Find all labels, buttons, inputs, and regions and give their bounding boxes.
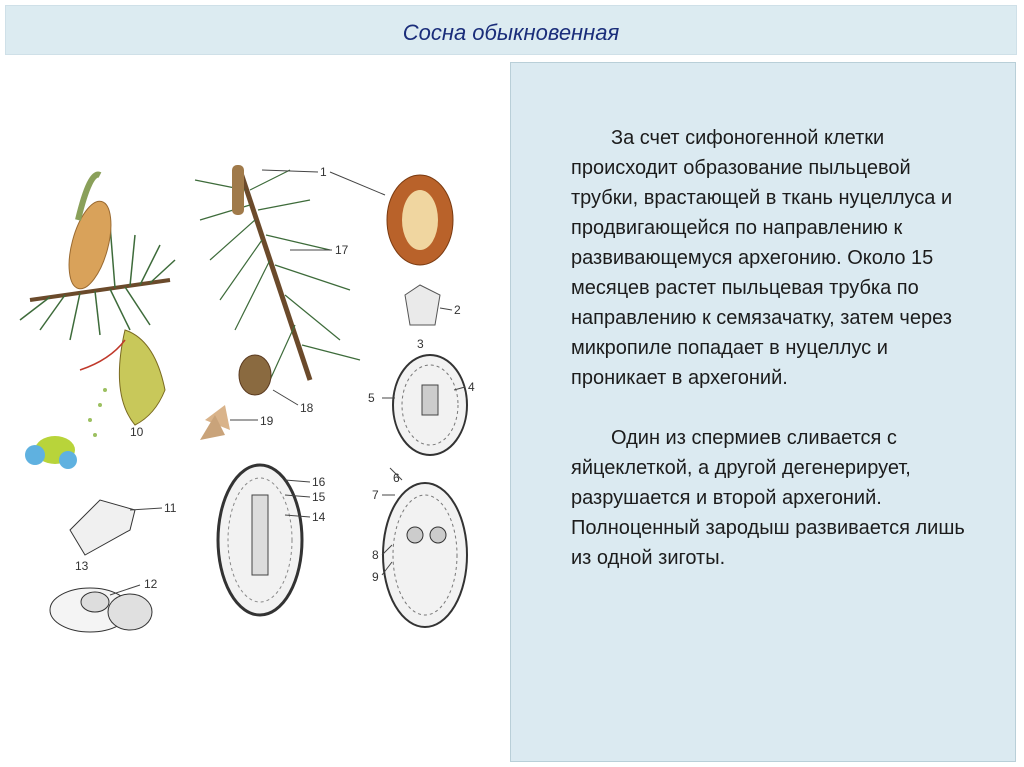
paragraph-pollen-tube: За счет сифоногенной клетки происходит образование пыльцевой трубки, врастающей в ткань нуцеллуса и продвигающейся по направлению к развивающемуся архегонию. Около 15 месяцев растет пыльцевая трубка по направлению к семязачатку, затем через микропиле попадает в нуцеллус и проникает в архегоний. [571,127,953,389]
text-block [571,123,981,603]
male-cone-branch [20,175,175,340]
embryo-illustration [50,588,152,632]
figure-label-1: 1 [320,165,327,179]
ovule-section-lower [383,483,467,627]
figure-label-12: 12 [144,577,158,591]
figure-label-13: 13 [75,559,89,573]
figure-label-2: 2 [454,303,461,317]
ovule-pollen-tube-section [218,465,302,615]
male-strobilus-detail [80,330,165,425]
figure-label-11: 11 [164,501,177,515]
title-bar [5,5,1017,55]
female-cone-section [387,175,453,265]
pine-shoot-branch [195,165,360,440]
figure-label-18: 18 [300,401,314,415]
ovule-section-upper [393,355,467,455]
slide-title: Сосна обыкновенная [402,20,620,45]
figure-label-19: 19 [260,414,274,428]
figure-label-14: 14 [312,510,326,524]
pine-illustration-svg [10,150,500,650]
figure-label-9: 9 [372,570,379,584]
paragraph-fertilization: Один из спермиев сливается с яйцеклеткой, а другой дегенерирует, разрушается и второй архегоний. Полноценный зародыш развивается лишь из одной зиготы. [571,427,965,569]
text-panel [510,62,1016,762]
pine-life-cycle-illustration [10,150,500,650]
figure-label-15: 15 [312,490,326,504]
figure-label-4: 4 [468,380,475,394]
figure-label-8: 8 [372,548,379,562]
figure-label-5: 5 [368,391,375,405]
seed-illustration [70,500,135,555]
pollen-grain [25,388,107,469]
figure-label-17: 17 [335,243,349,257]
figure-label-10: 10 [130,425,144,439]
figure-label-16: 16 [312,475,326,489]
figure-label-3: 3 [417,337,424,351]
figure-label-7: 7 [372,488,379,502]
figure-label-6: 6 [393,471,400,485]
ovule-scale [405,285,440,325]
